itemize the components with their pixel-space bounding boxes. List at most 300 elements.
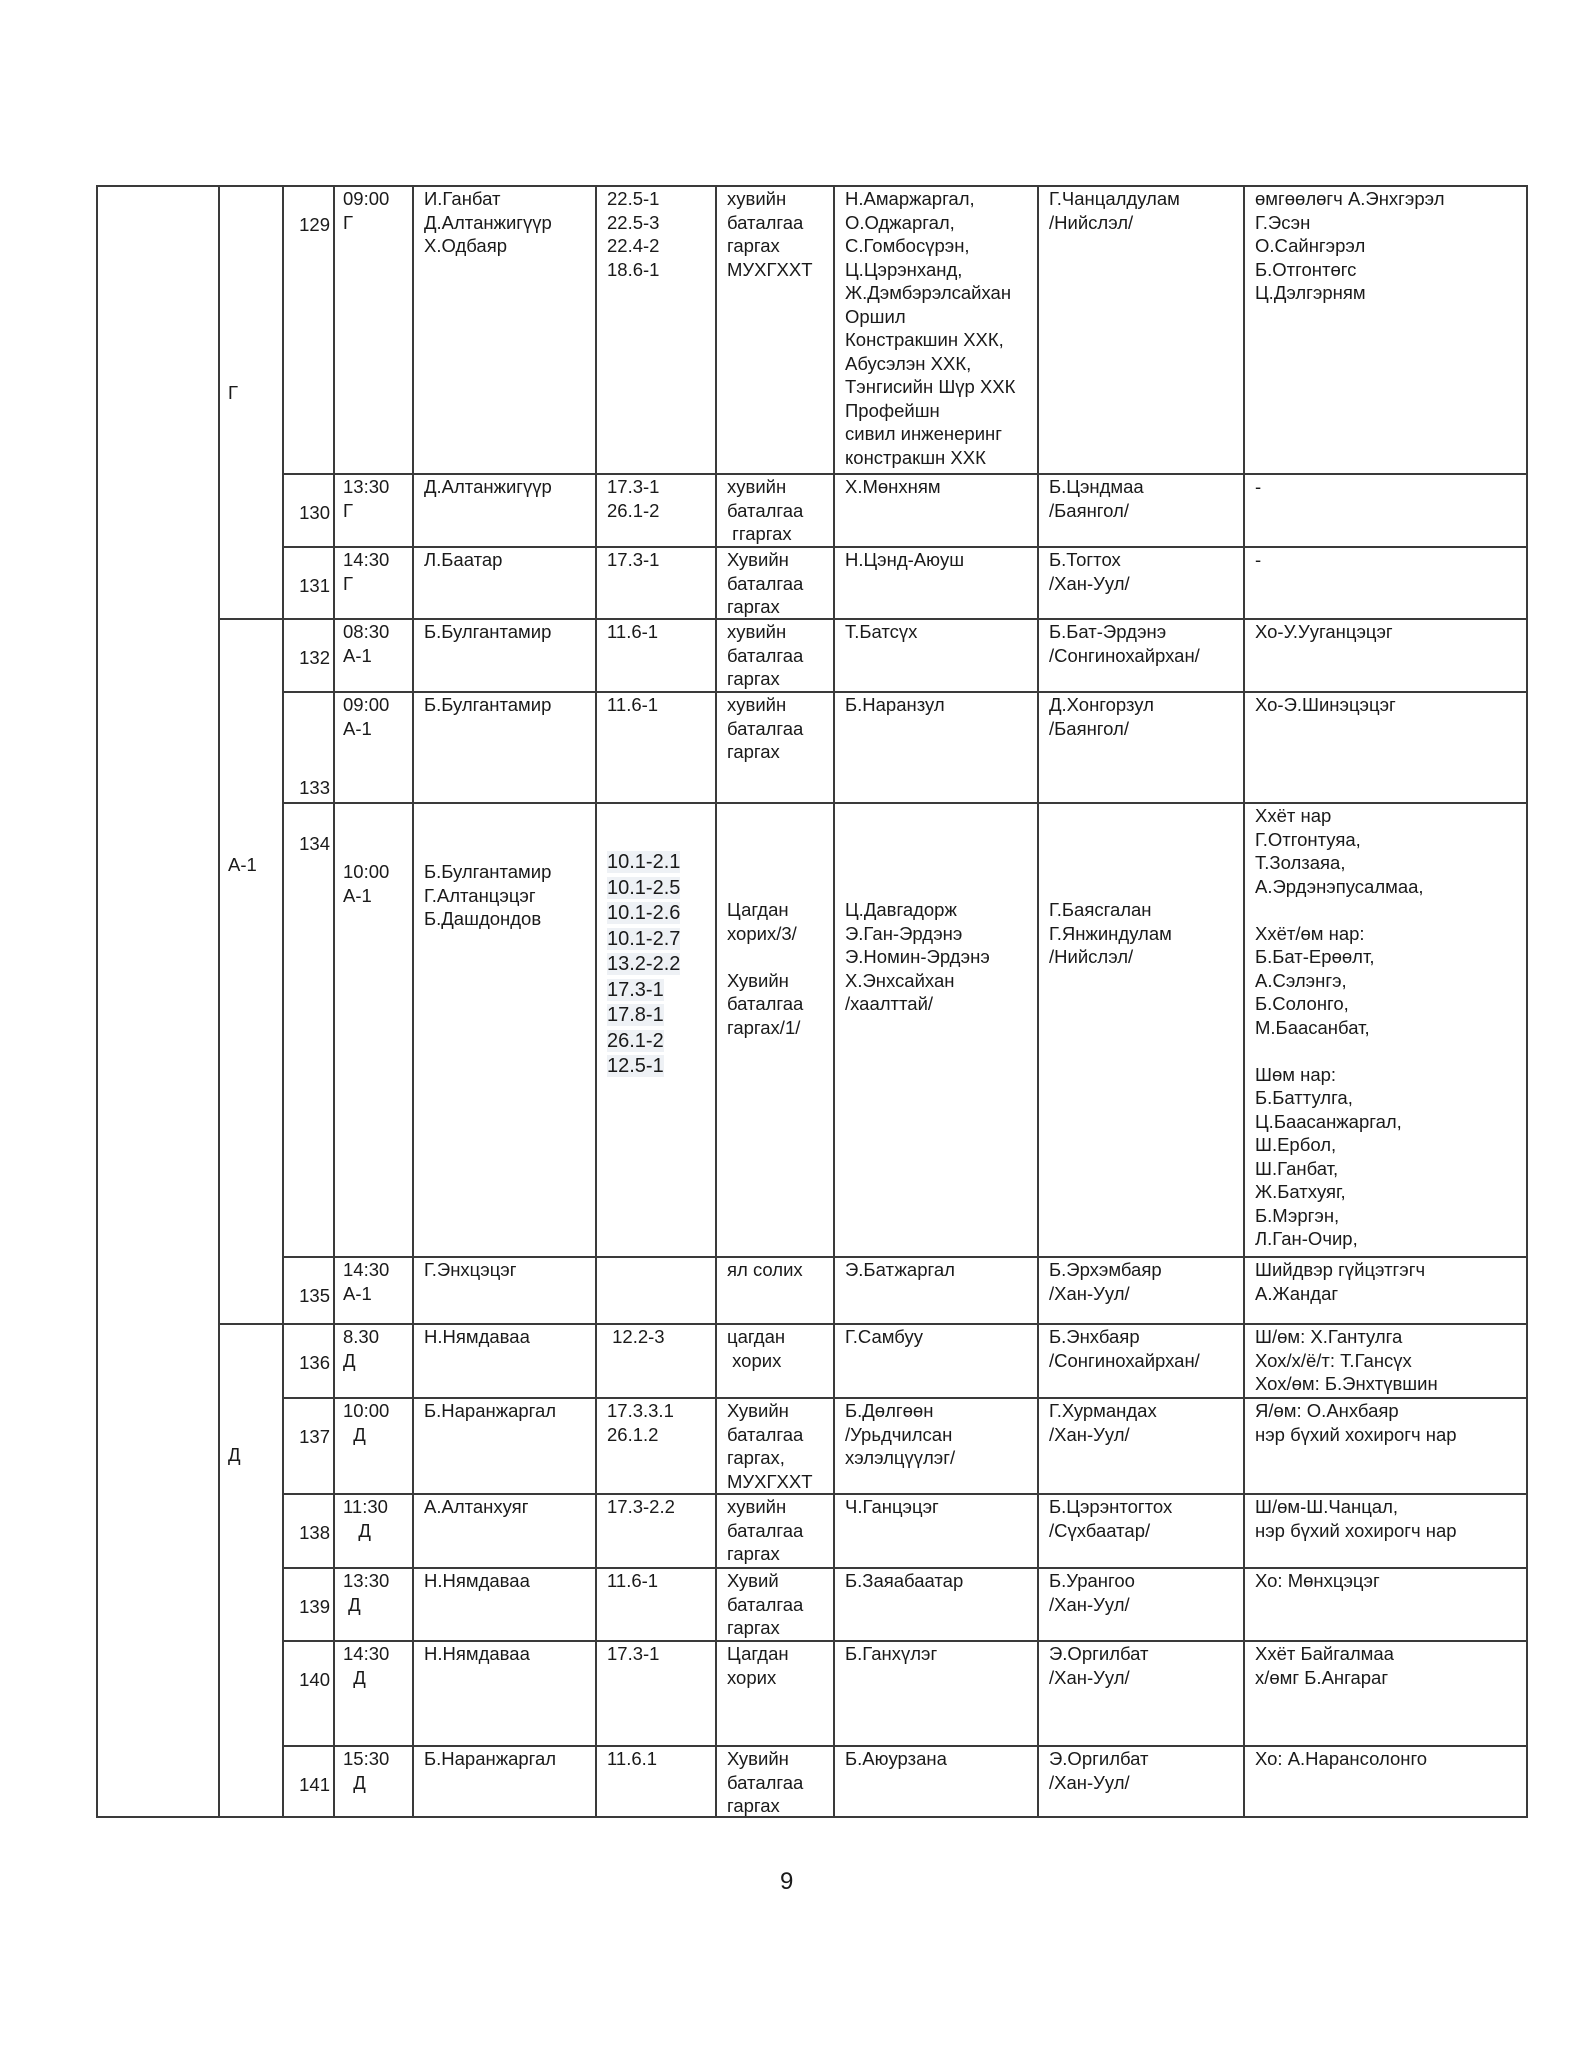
prosecutor-cell [1049, 1495, 1172, 1542]
cell-line [727, 258, 813, 282]
cell-text: гаргах [727, 1795, 780, 1816]
cell-text: А.Жандаг [1255, 1282, 1339, 1304]
cell-text: Б.Наранжаргал [424, 1748, 557, 1769]
cell-line [1049, 945, 1172, 969]
participants-cell [1255, 1258, 1425, 1305]
prosecutor-cell [1049, 1325, 1200, 1372]
judges-cell [424, 1569, 530, 1593]
defendants-cell [845, 1325, 923, 1349]
cell-line [424, 693, 551, 717]
cell-line [845, 234, 1015, 258]
prosecutor-cell [1049, 620, 1200, 667]
article-codes-cell [607, 187, 659, 281]
cell-text: Хувийн [727, 1400, 789, 1421]
participants-cell [1255, 693, 1396, 717]
cell-text: /Нийслэл/ [1049, 946, 1134, 967]
cell-line [727, 1642, 789, 1666]
cell-line [1255, 1180, 1424, 1204]
cell-text: Э.Батжаргал [845, 1259, 955, 1280]
cell-line [1049, 922, 1172, 946]
cell-text: Э.Оргилбат [1049, 1643, 1149, 1664]
cell-text: Б.Мэргэн, [1255, 1204, 1340, 1226]
cell-text: Т.Батсүх [845, 621, 918, 642]
cell-line [1255, 258, 1445, 282]
cell-text: Ч.Ганцэцэг [845, 1496, 939, 1517]
defendants-cell [845, 1495, 939, 1519]
cell-line [424, 187, 552, 211]
cell-text: Шөм нар: [1255, 1063, 1337, 1085]
cell-line [1255, 281, 1445, 305]
schedule-table [95, 185, 1527, 1817]
cell-text: /Сүхбаатар/ [1049, 1519, 1151, 1541]
defendants-cell [845, 1399, 955, 1470]
cell-line [1255, 1110, 1424, 1134]
cell-line [1255, 1399, 1457, 1423]
cell-text: Ц.Цэрэнханд, [845, 258, 963, 280]
cell-line [727, 945, 803, 969]
cell-line [845, 1423, 955, 1447]
cell-text: Б.Тогтох [1049, 549, 1121, 570]
cell-text: Ц.Давгадорж [845, 899, 957, 920]
cell-line [727, 499, 803, 523]
cell-line [607, 475, 659, 499]
column-divider [715, 185, 717, 1816]
cell-line [845, 422, 1015, 446]
cell-text: Л.Баатар [424, 549, 503, 570]
cell-text: Ш/өм-Ш.Чанцал, [1255, 1496, 1399, 1517]
cell-line [727, 1771, 803, 1795]
cell-text: Б.Дөлгөөн [845, 1400, 934, 1421]
cell-line [727, 1423, 813, 1447]
cell-text: 10.1-2.7 [607, 927, 681, 950]
cell-text: /Хан-Уул/ [1049, 1423, 1130, 1445]
article-codes-cell [607, 1325, 665, 1349]
cell-text: Б.Баттулга, [1255, 1087, 1353, 1108]
article-codes-cell [607, 1399, 674, 1446]
cell-text: 11.6-1 [607, 1570, 659, 1591]
article-codes-cell [607, 548, 659, 572]
cell-text: /Урьдчилсан [845, 1423, 953, 1445]
cell-text: 17.3-1 [607, 1643, 660, 1664]
cell-line [1049, 499, 1144, 523]
cell-line [1255, 1423, 1457, 1447]
cell-text: баталгаа [727, 1423, 804, 1445]
cell-text: гаргах/1/ [727, 1016, 801, 1038]
hearing-time [343, 475, 389, 522]
cell-line [727, 1747, 803, 1771]
cell-line [727, 1258, 803, 1282]
measure-cell [727, 898, 803, 1039]
cell-text: Хувий [727, 1570, 779, 1591]
cell-text: 17.3-1 [607, 549, 660, 570]
cell-text: 17.3-2.2 [607, 1496, 675, 1517]
cell-text: Ц.Дэлгэрням [1255, 282, 1366, 303]
cell-line [1049, 1258, 1162, 1282]
cell-text: Х.Мөнхням [845, 476, 941, 497]
courtroom: А-1 [343, 644, 372, 666]
cell-line [424, 1325, 530, 1349]
courtroom: Д [343, 1423, 366, 1445]
cell-line [845, 969, 990, 993]
cell-line [845, 1399, 955, 1423]
prosecutor-cell [1049, 475, 1144, 522]
cell-line [1049, 1519, 1172, 1543]
cell-line [845, 375, 1015, 399]
cell-line [845, 922, 990, 946]
row-number: 133 [299, 777, 330, 798]
defendants-cell [845, 1747, 947, 1771]
measure-cell [727, 1569, 803, 1640]
cell-text: - [1255, 549, 1262, 570]
cell-text: Г.Энхцэцэг [424, 1259, 517, 1280]
cell-text: И.Ганбат [424, 188, 501, 209]
cell-text: 26.1-2 [607, 1029, 664, 1052]
cell-line [607, 620, 658, 644]
cell-line [1049, 1747, 1149, 1771]
cell-text: баталгаа [727, 1771, 804, 1793]
cell-text: баталгаа [727, 717, 804, 739]
cell-line [727, 1593, 803, 1617]
cell-line [1049, 717, 1154, 741]
cell-line [1255, 1227, 1424, 1251]
table-border-left [96, 185, 98, 1816]
cell-line [607, 258, 659, 282]
cell-text: Б.Ганхүлэг [845, 1643, 938, 1664]
cell-text: Ххёт Байгалмаа [1255, 1643, 1394, 1664]
cell-text: Б.Солонго, [1255, 993, 1349, 1014]
cell-text: Э.Оргилбат [1049, 1748, 1149, 1769]
cell-line [727, 1569, 803, 1593]
column-divider [595, 185, 597, 1816]
cell-line [727, 595, 803, 619]
cell-text: Г.Янжиндулам [1049, 922, 1172, 944]
cell-text: /хаалттай/ [845, 993, 934, 1014]
hearing-time [343, 1399, 389, 1446]
cell-line [727, 1399, 813, 1423]
article-codes-cell [607, 1747, 657, 1771]
judges-cell [424, 1642, 530, 1666]
measure-cell [727, 1325, 785, 1372]
cell-line [1049, 898, 1172, 922]
cell-text: 26.1.2 [607, 1423, 659, 1445]
cell-text: Б.Бат-Ерөөлт, [1255, 946, 1375, 967]
cell-line [607, 548, 659, 572]
cell-line [424, 884, 551, 908]
cell-text: 18.6-1 [607, 258, 660, 280]
courtroom: Г [343, 211, 354, 233]
cell-text: Б.Бат-Эрдэнэ [1049, 621, 1167, 642]
cell-text: Ххёт нар [1255, 805, 1332, 826]
cell-text: Г.Алтанцэцэг [424, 884, 536, 906]
article-codes-cell [607, 850, 680, 1080]
cell-text: Шийдвэр гүйцэтгэгч [1255, 1259, 1426, 1280]
cell-text: Г.Баясгалан [1049, 899, 1152, 920]
row-number: 132 [299, 647, 330, 668]
cell-text: өмгөөлөгч А.Энхгэрэл [1255, 188, 1445, 209]
participants-cell [1255, 187, 1445, 305]
cell-text: 12.2-3 [607, 1326, 665, 1347]
cell-text: нэр бүхий хохирогч нар [1255, 1423, 1457, 1445]
cell-line [727, 234, 813, 258]
cell-line [727, 1016, 803, 1040]
cell-text: /Сонгинохайрхан/ [1049, 1349, 1200, 1371]
cell-text: /Нийслэл/ [1049, 211, 1134, 233]
participants-cell [1255, 548, 1261, 572]
cell-text: Хох/х/ё/т: Т.Гансүх [1255, 1349, 1412, 1371]
cell-line [1049, 1399, 1157, 1423]
cell-text: баталгаа [727, 499, 804, 521]
cell-text: Г.Чанцалдулам [1049, 188, 1180, 209]
cell-line [727, 667, 803, 691]
judges-cell [424, 475, 552, 499]
cell-line [424, 1495, 528, 1519]
cell-line [607, 1054, 680, 1080]
cell-text: Я/өм: О.Анхбаяр [1255, 1400, 1399, 1421]
column-divider [1243, 185, 1245, 1816]
cell-text: хувийн [727, 476, 787, 497]
cell-line [727, 717, 803, 741]
cell-line [1255, 187, 1445, 211]
row-number: 135 [299, 1285, 330, 1306]
column-divider [1037, 185, 1039, 1816]
cell-text: О.Оджаргал, [845, 211, 955, 233]
cell-text: Н.Нямдаваа [424, 1570, 530, 1591]
cell-line [1049, 1771, 1149, 1795]
row-number: 137 [299, 1426, 330, 1447]
cell-line [727, 992, 803, 1016]
cell-text: Н.Нямдаваа [424, 1643, 530, 1664]
cell-text: хорих/3/ [727, 922, 797, 944]
row-number: 140 [299, 1669, 330, 1690]
cell-line [727, 1325, 785, 1349]
cell-text: 13.2-2.2 [607, 953, 681, 975]
cell-text: Б.Энхбаяр [1049, 1326, 1140, 1347]
cell-text: Оршил [845, 305, 906, 327]
cell-text: хорих [727, 1349, 782, 1371]
cell-text: Хувийн [727, 969, 789, 991]
column-divider [218, 185, 220, 1816]
cell-text: гаргах [727, 235, 780, 256]
cell-text: 11.6-1 [607, 694, 659, 715]
cell-line [424, 1258, 516, 1282]
hearing-time [343, 860, 389, 907]
cell-text: Д.Алтанжигүүр [424, 476, 552, 497]
measure-cell [727, 187, 813, 281]
cell-line [727, 1616, 803, 1640]
hearing-time [343, 1495, 388, 1542]
cell-text: гаргах [727, 1617, 780, 1638]
cell-text: нэр бүхий хохирогч нар [1255, 1519, 1457, 1541]
cell-text: МУХГХХТ [727, 258, 813, 280]
cell-line [607, 1642, 659, 1666]
cell-text: Ж.Батхуяг, [1255, 1181, 1346, 1202]
cell-line [1255, 1666, 1394, 1690]
cell-line [1255, 1372, 1438, 1396]
cell-text: /Хан-Уул/ [1049, 1771, 1130, 1793]
cell-line [424, 548, 502, 572]
prosecutor-cell [1049, 1747, 1149, 1794]
row-number: 129 [299, 214, 330, 235]
measure-cell [727, 1258, 803, 1282]
cell-text: гаргах, [727, 1447, 785, 1468]
cell-text: гаргах [727, 1543, 780, 1564]
participants-cell [1255, 1325, 1438, 1396]
cell-line [424, 1642, 530, 1666]
cell-line [424, 211, 552, 235]
cell-line [845, 1642, 937, 1666]
time: 14:30 [343, 1643, 390, 1664]
cell-line [424, 907, 551, 931]
prosecutor-cell [1049, 1642, 1149, 1689]
cell-line [845, 211, 1015, 235]
cell-line [607, 927, 680, 953]
cell-line [1255, 851, 1424, 875]
cell-line [1255, 804, 1424, 828]
defendants-cell [845, 1642, 937, 1666]
article-codes-cell [607, 1642, 659, 1666]
cell-line [845, 1569, 963, 1593]
cell-line [1049, 620, 1200, 644]
cell-line [1255, 620, 1393, 644]
cell-line [607, 850, 680, 876]
courtroom: А-1 [343, 1282, 372, 1304]
cell-text: 11.6-1 [607, 621, 659, 642]
cell-line [727, 1794, 803, 1818]
cell-text: 22.5-1 [607, 188, 660, 209]
cell-line [1255, 992, 1424, 1016]
cell-line [845, 446, 1015, 470]
cell-line [727, 475, 803, 499]
hearing-time [343, 1258, 389, 1305]
cell-line [1255, 1282, 1425, 1306]
cell-text: Б.Булгантамир [424, 694, 552, 715]
defendants-cell [845, 475, 941, 499]
cell-text: Профейшн [845, 399, 940, 421]
cell-text: 12.5-1 [607, 1055, 664, 1077]
cell-line [1255, 1016, 1424, 1040]
cell-line [727, 1542, 803, 1566]
courtroom: Д [343, 1666, 366, 1688]
hearing-time [343, 1569, 389, 1616]
cell-line [1255, 898, 1424, 922]
cell-text: МУХГХХТ [727, 1470, 813, 1492]
cell-text: Ш.Ербол, [1255, 1134, 1337, 1155]
hearing-time [343, 548, 389, 595]
participants-cell [1255, 1747, 1427, 1771]
row-number: 139 [299, 1596, 330, 1617]
defendants-cell [845, 548, 964, 572]
group-label: Г [228, 382, 239, 403]
cell-line [1255, 1133, 1424, 1157]
cell-line [1255, 548, 1261, 572]
courtroom: Г [343, 499, 354, 521]
cell-line [607, 693, 658, 717]
cell-text: Б.Булгантамир [424, 861, 552, 882]
cell-line [1049, 1642, 1149, 1666]
cell-text: /Хан-Уул/ [1049, 572, 1130, 594]
cell-line [727, 572, 803, 596]
cell-line [1255, 1642, 1394, 1666]
defendants-cell [845, 620, 917, 644]
cell-line [424, 1569, 530, 1593]
hearing-time [343, 1747, 389, 1794]
cell-text: Г.Хурмандах [1049, 1400, 1157, 1421]
cell-text: Цагдан [727, 899, 789, 920]
cell-text: Н.Цэнд-Аюуш [845, 549, 965, 570]
cell-text: Хо-Э.Шинэцэцэг [1255, 694, 1396, 715]
cell-text: 17.8-1 [607, 1004, 664, 1026]
cell-text: баталгаа [727, 1593, 804, 1615]
cell-text: Абусэлэн ХХК, [845, 352, 972, 374]
cell-text: баталгаа [727, 993, 804, 1014]
cell-text: Л.Ган-Очир, [1255, 1228, 1358, 1249]
courtroom: Д [343, 1519, 371, 1541]
cell-line [1255, 1495, 1457, 1519]
cell-line [727, 187, 813, 211]
cell-line [1255, 211, 1445, 235]
cell-text: Б.Дашдондов [424, 908, 542, 929]
cell-line [1255, 828, 1424, 852]
cell-text: Б.Наранзул [845, 694, 945, 715]
cell-line [607, 876, 680, 902]
cell-line [727, 211, 813, 235]
cell-line [1255, 1258, 1425, 1282]
prosecutor-cell [1049, 548, 1130, 595]
cell-text: Б.Урангоо [1049, 1570, 1135, 1591]
participants-cell [1255, 1642, 1394, 1689]
time: 11:30 [343, 1496, 388, 1517]
cell-text: хэлэлцүүлэг/ [845, 1447, 956, 1468]
cell-text: С.Гомбосүрэн, [845, 235, 970, 256]
cell-line [607, 499, 659, 523]
cell-text: /Хан-Уул/ [1049, 1593, 1130, 1615]
cell-line [727, 1470, 813, 1494]
cell-text: 17.3-1 [607, 476, 660, 497]
cell-line [845, 1325, 923, 1349]
cell-line [727, 1495, 803, 1519]
cell-text: баталгаа [727, 1519, 804, 1541]
cell-line [607, 1029, 680, 1055]
cell-text: Хо: Мөнхцэцэг [1255, 1570, 1380, 1591]
judges-cell [424, 187, 552, 258]
cell-text: /Сонгинохайрхан/ [1049, 644, 1200, 666]
cell-text: А.Эрдэнэпусалмаа, [1255, 875, 1424, 897]
cell-line [727, 969, 803, 993]
cell-text: Г.Эсэн [1255, 211, 1311, 233]
cell-text: Ш.Ганбат, [1255, 1157, 1339, 1179]
cell-text: Б.Цэндмаа [1049, 476, 1144, 497]
cell-line [1049, 187, 1180, 211]
cell-line [1255, 922, 1424, 946]
column-divider [282, 185, 284, 1816]
cell-line [1255, 945, 1424, 969]
cell-text: ял солих [727, 1259, 803, 1280]
cell-text: 10.1-2.5 [607, 876, 681, 899]
cell-text: Н.Нямдаваа [424, 1326, 530, 1347]
cell-line [845, 1446, 955, 1470]
cell-text: Э.Номин-Эрдэнэ [845, 946, 990, 967]
cell-text: /Хан-Уул/ [1049, 1282, 1130, 1304]
cell-text: Н.Амаржаргал, [845, 188, 975, 209]
cell-text: Хо-У.Ууганцэцэг [1255, 621, 1393, 642]
cell-text: 26.1-2 [607, 499, 660, 521]
cell-text: А.Сэлэнгэ, [1255, 969, 1347, 991]
cell-text: Ш/өм: Х.Гантулга [1255, 1326, 1403, 1347]
cell-line [607, 1495, 675, 1519]
column-divider [333, 185, 335, 1816]
cell-line [727, 1446, 813, 1470]
cell-line [727, 1519, 803, 1543]
